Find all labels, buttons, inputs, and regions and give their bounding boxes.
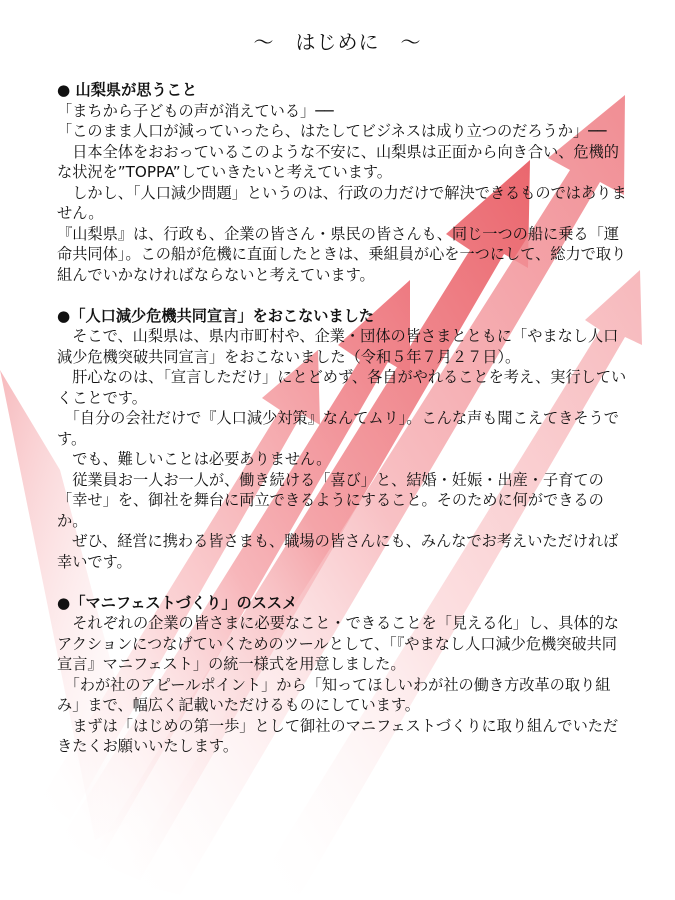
section-heading-1: ● 山梨県が思うこと [57, 81, 198, 99]
document-body [57, 80, 627, 757]
paragraph: それぞれの企業の皆さまに必要なこと・できることを「見える化」し、具体的なアクションにつなげていくためのツールとして、「『やまなし人口減少危機突破共同宣言』マニフェスト」の統一様式を用意しました。 [57, 614, 619, 673]
paragraph: ぜひ、経営に携わる皆さまも、職場の皆さんにも、みんなでお考えいただければ幸いです。 [57, 532, 619, 571]
paragraph: 肝心なのは、「宣言しただけ」にとどめず、各自がやれることを考え、実行していくことです。 [57, 368, 627, 407]
section-spacer [57, 572, 627, 593]
paragraph: 「まちから子どもの声が消えている」── [57, 101, 334, 120]
paragraph: 「わが社のアピールポイント」から「知ってほしいわが社の働き方改革の取り組み」まで、幅広く記載いただけるものにしています。 [57, 675, 611, 714]
paragraph: 『山梨県』は、行政も、企業の皆さん・県民の皆さんも、同じ一つの船に乗る「運命共同体」。この船が危機に直面したときは、乗組員が心を一つにして、総力で取り組んでいかなければならないと考えています。 [57, 224, 627, 284]
page-title: ～ はじめに ～ [253, 30, 422, 54]
paragraph: 「このまま人口が減っていったら、はたしてビジネスは成り立つのだろうか」── [57, 122, 607, 140]
paragraph: そこで、山梨県は、県内市町村や、企業・団体の皆さまとともに「やまなし人口減少危機突破共同宣言」をおこないました（令和５年７月２７日）。 [57, 327, 619, 366]
paragraph: まずは「はじめの第一歩」として御社のマニフェストづくりに取り組んでいただきたくお願いいたします。 [57, 716, 619, 755]
section-heading-2: ●「人口減少危機共同宣言」をおこないました [57, 306, 375, 325]
paragraph: 「自分の会社だけで『人口減少対策』なんてムリ」。こんな声も聞こえてきそうです。 [57, 409, 619, 448]
paragraph: でも、難しいことは必要ありません。 [57, 450, 332, 468]
section-heading-3: ●「マニフェストづくり」のススメ [57, 593, 298, 612]
paragraph: 従業員お一人お一人が、働き続ける「喜び」と、結婚・妊娠・出産・子育ての「幸せ」を、御社を舞台に両立できるようにすること。そのために何ができるのか。 [57, 470, 604, 530]
paragraph: しかし、「人口減少問題」というのは、行政の力だけで解決できるものではありません。 [57, 183, 627, 222]
section-spacer [57, 285, 627, 306]
paragraph: 日本全体をおおっているこのような不安に、山梨県は正面から向き合い、危機的な状況を”TOPPA”していきたいと考えています。 [57, 142, 619, 181]
